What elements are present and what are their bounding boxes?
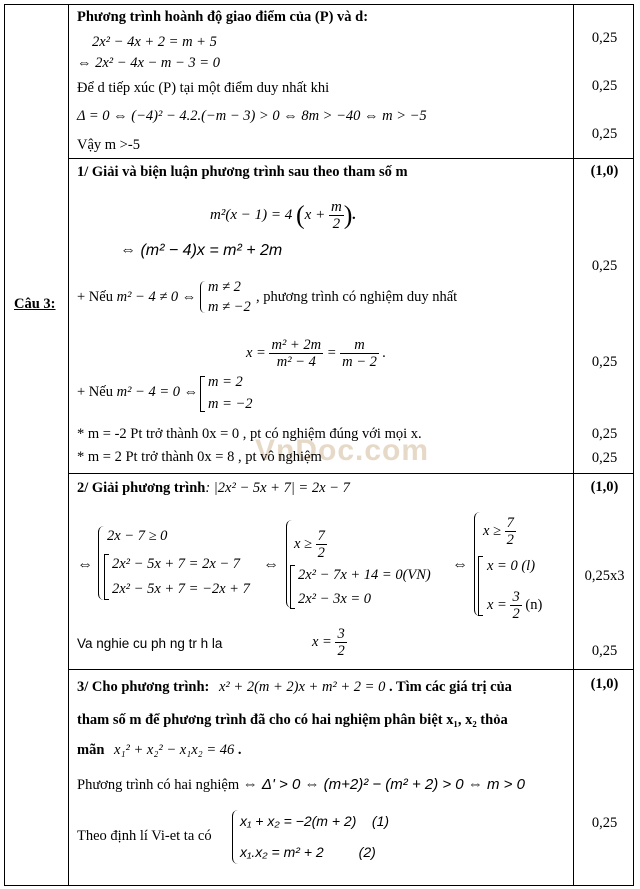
system1-line-a: 2x − 7 ≥ 0: [107, 528, 168, 544]
sol-x: x =: [246, 344, 266, 361]
part3-line3-eq: x₁² + x₂² − x₁x₂ = 46: [114, 742, 235, 758]
part1-case1: [77, 288, 196, 306]
part3-score-1: 0,25: [591, 815, 618, 831]
part0-conclusion: Vậy m >-5: [77, 137, 140, 153]
column-divider-label: [68, 4, 69, 886]
numerator: m: [330, 199, 342, 215]
system1-line-c: 2x² − 5x + 7 = −2x + 7: [112, 581, 250, 597]
row-divider-1: [68, 158, 634, 159]
part2-conclusion: Va nghie cu ph ng tr h la: [77, 636, 223, 651]
numerator: m² + 2m: [271, 337, 322, 353]
part3-title-line1: [77, 678, 512, 696]
system1-line-b: 2x² − 5x + 7 = 2x − 7: [112, 556, 241, 572]
solution-fraction-2: [340, 337, 379, 370]
vieta-brace: [232, 810, 238, 864]
fraction-3-over-2: [335, 626, 346, 659]
denominator: 2: [512, 606, 520, 622]
part0-score-2: 0,25: [591, 78, 618, 94]
system3-x-geq: x ≥: [483, 522, 502, 539]
part1-score-total: (1,0): [590, 163, 619, 179]
part1-sub1: * m = -2 Pt trở thành 0x = 0 , pt có nghiệm đúng với mọi x.: [77, 426, 422, 442]
part2-conclusion-x: [312, 626, 347, 659]
vieta-line-1: x₁ + x₂ = −2(m + 2) (1): [240, 813, 390, 829]
vieta-line-2: x₁.x₂ = m² + 2 (2): [240, 844, 376, 860]
case2-condition: m² − 4 = 0 ⇔: [116, 384, 199, 400]
part3-title-eq: x² + 2(m + 2)x + m² + 2 = 0: [219, 679, 386, 695]
part2-title: [77, 479, 350, 497]
part1-eq-x-plus: x +: [304, 206, 326, 223]
part1-score-4: 0,25: [591, 450, 618, 466]
sol-dot: .: [382, 344, 387, 361]
part3-title-a: 3/ Cho phương trình:: [77, 679, 210, 695]
system1-bracket: [104, 554, 109, 600]
part3-title-line2: tham số m để phương trình đã cho có hai nghiệm phân biệt x₁, x₂ thỏa: [77, 712, 508, 728]
denominator: m² − 4: [276, 354, 316, 370]
part1-score-2: 0,25: [591, 354, 618, 370]
system2-x-geq: x ≥: [294, 535, 313, 552]
numerator: 3: [337, 626, 345, 642]
case1-brace: [200, 281, 205, 313]
solution-fraction-1: [269, 337, 323, 370]
case1-text: , phương trình có nghiệm duy nhất: [256, 289, 458, 305]
paren-open: (: [295, 200, 305, 230]
denominator: 2: [332, 216, 341, 232]
system3-bracket: [478, 556, 483, 616]
fraction-m-over-2: [329, 199, 344, 232]
fraction-7-over-2: [505, 515, 516, 548]
part2-equiv-2: ⇔: [263, 556, 279, 573]
part2-score-1: 0,25x3: [584, 568, 625, 584]
part0-condition: Để d tiếp xúc (P) tại một điểm duy nhất khi: [77, 80, 330, 96]
system3-line-c: [487, 589, 542, 622]
system2-line-c: 2x² − 3x = 0: [298, 591, 372, 607]
fraction-7-over-2: [316, 528, 327, 561]
part3-cond-text: Phương trình có hai nghiệm: [77, 777, 240, 793]
part2-title-eq: : |2x² − 5x + 7| = 2x − 7: [205, 480, 350, 496]
part1-eq-left: m²(x − 1) = 4: [210, 206, 293, 223]
part1-case2: [77, 383, 198, 401]
question-label: Câu 3:: [14, 296, 56, 312]
row-divider-2: [68, 473, 634, 474]
part1-title: 1/ Giải và biện luận phương trình sau theo tham số m: [77, 164, 408, 180]
part3-line3-a: mãn: [77, 742, 105, 758]
part2-score-2: 0,25: [591, 643, 618, 659]
part3-line3-b: .: [237, 742, 242, 758]
part3-title-b: . Tìm các giá trị của: [388, 679, 512, 695]
case2-bracket: [200, 376, 205, 412]
paren-close: ): [343, 200, 353, 230]
row-divider-3: [68, 669, 634, 670]
part3-vieta-text: Theo định lí Vi-et ta có: [77, 828, 212, 844]
system2-bracket: [290, 565, 295, 609]
part0-delta: Δ = 0 ⇔ (−4)² − 4.2.(−m − 3) > 0 ⇔ 8m > −40 ⇔ m > −5: [77, 108, 427, 124]
denominator: m − 2: [342, 354, 377, 370]
system3-x-eq: x =: [487, 596, 507, 613]
numerator: 7: [506, 515, 514, 531]
fraction-3-over-2: [510, 589, 521, 622]
case1-line-a: m ≠ 2: [208, 279, 241, 295]
case1-condition: m² − 4 ≠ 0 ⇔: [116, 289, 197, 305]
case2-line-b: m = −2: [208, 396, 253, 412]
part0-title: Phương trình hoành độ giao điểm của (P) và d:: [77, 9, 369, 25]
part1-score-3: 0,25: [591, 426, 618, 442]
denominator: 2: [506, 532, 514, 548]
system3-line-b: x = 0 (l): [487, 558, 536, 574]
part0-score-1: 0,25: [591, 30, 618, 46]
part3-score-total: (1,0): [590, 676, 619, 692]
part1-score-1: 0,25: [591, 258, 618, 274]
system3-note-n: (n): [525, 596, 543, 613]
part2-equiv-1: ⇔: [77, 556, 93, 573]
denominator: 2: [337, 643, 345, 659]
numerator: m: [340, 337, 379, 354]
part3-cond-eq: ⇔ Δ' > 0 ⇔ (m+2)² − (m² + 2) > 0 ⇔ m > 0: [242, 776, 525, 793]
denominator: 2: [317, 545, 325, 561]
conclusion-x-eq: x =: [312, 633, 332, 650]
case1-line-b: m ≠ −2: [208, 299, 251, 315]
part2-score-total: (1,0): [590, 479, 619, 495]
part1-solution: [246, 337, 386, 370]
part3-condition: [77, 776, 525, 794]
part3-title-line3: [77, 741, 242, 759]
system2-line-b: 2x² − 7x + 14 = 0(VN): [298, 567, 431, 583]
part2-equiv-3: ⇔: [452, 556, 468, 573]
case2-line-a: m = 2: [208, 374, 243, 390]
sol-eq: =: [326, 344, 337, 361]
part0-score-3: 0,25: [591, 126, 618, 142]
system2-line-a: [294, 528, 327, 561]
system3-line-a: [483, 515, 516, 548]
part2-title-bold: 2/ Giải phương trình: [77, 480, 206, 496]
part0-eq2: ⇔ 2x² − 4x − m − 3 = 0: [77, 55, 220, 71]
numerator: 7: [317, 528, 325, 544]
numerator: 3: [512, 589, 520, 605]
part1-main-equation: m²(x − 1) = 4 (x + $\frac{m}{2}$ ).: [210, 199, 357, 232]
case2-prefix: + Nếu: [77, 384, 113, 400]
part1-equivalent: ⇔ (m² − 4)x = m² + 2m: [120, 242, 283, 259]
part0-eq1: 2x² − 4x + 2 = m + 5: [92, 34, 217, 50]
watermark: VnDoc.com: [255, 434, 430, 467]
case1-prefix: + Nếu: [77, 289, 113, 305]
part1-sub2: * m = 2 Pt trở thành 0x = 8 , pt vô nghiệm: [77, 449, 322, 465]
